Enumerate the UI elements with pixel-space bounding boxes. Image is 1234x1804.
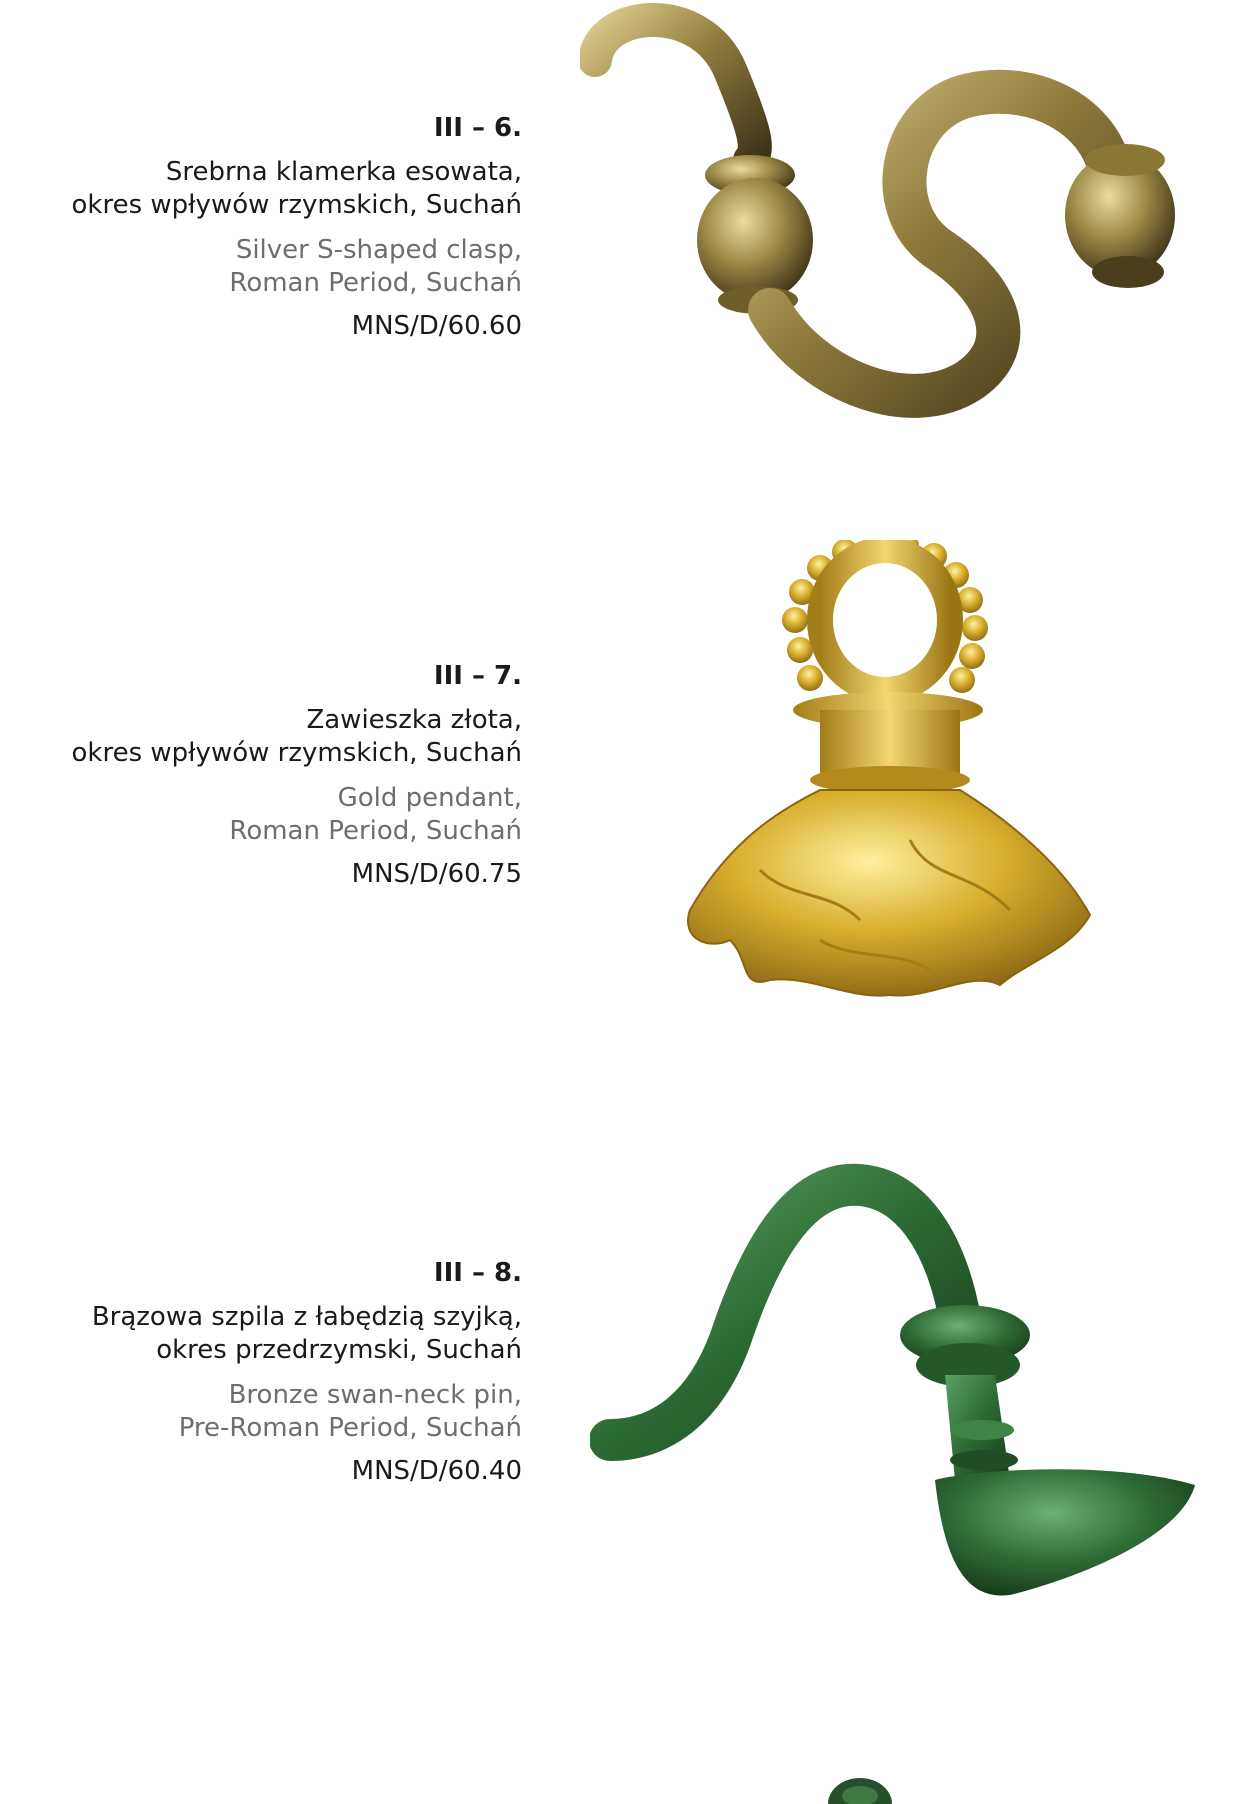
gold-pendant-photo xyxy=(670,540,1150,1060)
polish-line: Srebrna klamerka esowata, xyxy=(165,157,522,187)
polish-line: Zawieszka złota, xyxy=(306,705,522,735)
english-line: Silver S-shaped clasp, xyxy=(235,235,522,265)
polish-line: Brązowa szpila z łabędzią szyjką, xyxy=(91,1302,522,1332)
inventory-number: MNS/D/60.60 xyxy=(351,311,522,341)
english-line: Bronze swan-neck pin, xyxy=(228,1380,522,1410)
polish-line: okres przedrzymski, Suchań xyxy=(156,1335,522,1365)
next-object-photo-cropped xyxy=(820,1772,900,1804)
english-description xyxy=(0,1379,522,1445)
caption-iii-7 xyxy=(0,660,522,891)
silver-s-clasp-photo xyxy=(580,0,1220,430)
caption-iii-6 xyxy=(0,112,522,343)
english-description xyxy=(0,782,522,848)
polish-description xyxy=(0,1301,522,1367)
english-line: Roman Period, Suchań xyxy=(229,816,522,846)
catalogue-number: III – 7. xyxy=(433,661,522,691)
polish-description xyxy=(0,156,522,222)
english-line: Pre-Roman Period, Suchań xyxy=(178,1413,522,1443)
english-line: Gold pendant, xyxy=(337,783,522,813)
english-description xyxy=(0,234,522,300)
catalogue-number: III – 8. xyxy=(433,1258,522,1288)
catalogue-number: III – 6. xyxy=(433,113,522,143)
inventory-number: MNS/D/60.75 xyxy=(351,859,522,889)
polish-line: okres wpływów rzymskich, Suchań xyxy=(71,190,522,220)
bronze-swan-neck-pin-photo xyxy=(590,1140,1230,1620)
english-line: Roman Period, Suchań xyxy=(229,268,522,298)
polish-description xyxy=(0,704,522,770)
inventory-number: MNS/D/60.40 xyxy=(351,1456,522,1486)
caption-iii-8 xyxy=(0,1257,522,1488)
polish-line: okres wpływów rzymskich, Suchań xyxy=(71,738,522,768)
